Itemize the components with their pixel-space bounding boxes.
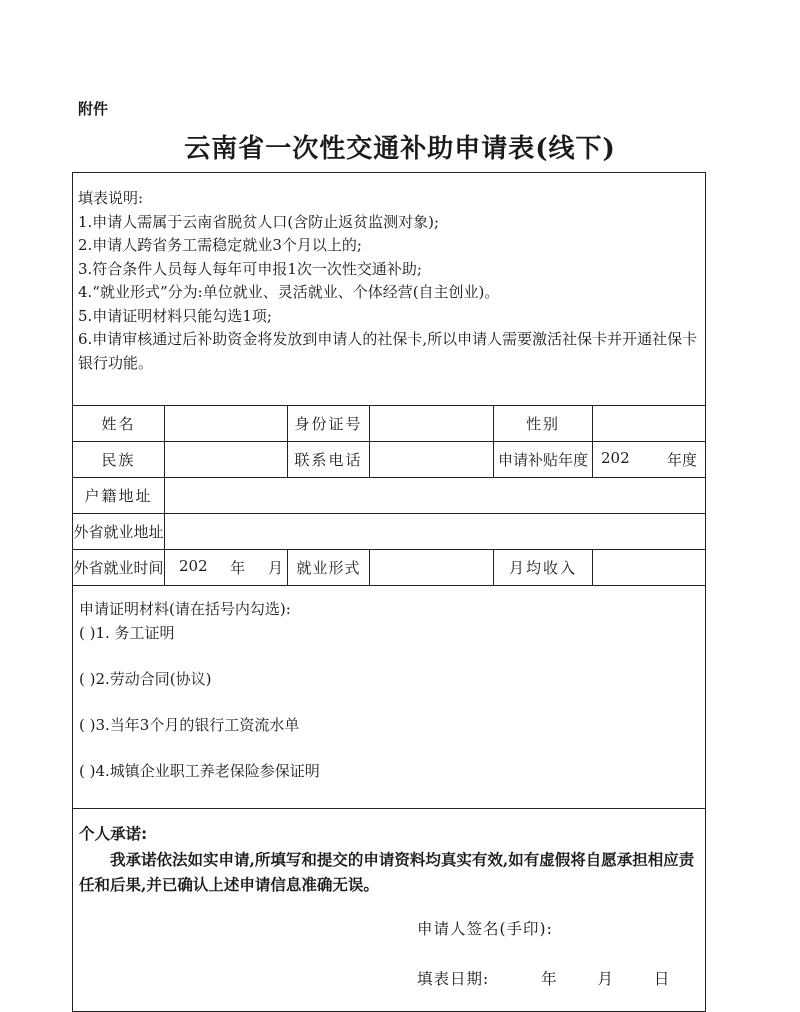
instructions-row [73,173,706,406]
promise-title: 个人承诺: [79,825,148,843]
material-option-labor-contract[interactable]: ( )2.劳动合同(协议) [79,670,212,688]
instruction-item-6: 6.申请审核通过后补助资金将发放到申请人的社保卡,所以申请人需要激活社保卡并开通社保卡银行功能。 [78,330,698,372]
instructions-section [73,173,706,406]
instruction-item-5: 5.申请证明材料只能勾选1项; [78,306,272,325]
signature-line[interactable] [417,917,553,939]
subsidy-year-suffix: 年度 [666,451,697,469]
materials-row [73,586,706,809]
id-number-field[interactable] [370,406,494,442]
fill-date-year: 年 [541,970,558,988]
form-row-household-address [73,478,706,514]
gender-field[interactable] [593,406,706,442]
material-option-pension-insurance[interactable]: ( )4.城镇企业职工养老保险参保证明 [79,762,320,780]
phone-field[interactable] [370,442,494,478]
name-field[interactable] [165,406,288,442]
form-row-work-time [73,550,706,586]
application-form-table [72,172,706,1012]
materials-heading: 申请证明材料(请在括号内勾选): [79,600,291,618]
material-option-bank-statement[interactable]: ( )3.当年3个月的银行工资流水单 [79,716,300,734]
outside-work-time-field[interactable] [165,550,288,586]
form-title: 云南省一次性交通补助申请表(线下) [184,134,616,164]
material-option-work-proof[interactable]: ( )1. 务工证明 [79,624,175,642]
subsidy-year-prefix: 202 [601,449,630,467]
form-row-name [73,406,706,442]
employment-form-field[interactable] [370,550,494,586]
employment-form-label: 就业形式 [288,550,370,586]
instruction-item-1: 1.申请人需属于云南省脱贫人口(含防止返贫监测对象); [78,212,440,231]
work-time-prefix: 202 [179,557,208,575]
outside-work-address-label: 外省就业地址 [73,514,165,550]
instruction-item-2: 2.申请人跨省务工需稳定就业3个月以上的; [78,236,362,254]
promise-section [73,809,706,1012]
subsidy-year-label: 申请补贴年度 [494,442,593,478]
form-row-outside-work-address [73,514,706,550]
instruction-item-3: 3.符合条件人员每人每年可申报1次一次性交通补助; [78,259,422,278]
fill-date-line[interactable] [417,967,670,989]
monthly-income-field[interactable] [593,550,706,586]
form-row-ethnicity [73,442,706,478]
promise-statement: 我承诺依法如实申请,所填写和提交的申请资料均真实有效,如有虚假将自愿承担相应责任和后果,并已确认上述申请信息准确无误。 [79,850,695,894]
id-number-label: 身份证号 [288,406,370,442]
instructions-heading: 填表说明: [78,189,144,207]
materials-section [73,586,706,809]
outside-work-address-field[interactable] [165,514,706,550]
ethnicity-field[interactable] [165,442,288,478]
subsidy-year-field[interactable] [593,442,706,478]
ethnicity-label: 民族 [73,442,165,478]
household-address-label: 户籍地址 [73,478,165,514]
fill-date-day: 日 [653,970,671,988]
promise-row [73,809,706,1012]
signature-label: 申请人签名(手印): [417,920,553,938]
fill-date-label: 填表日期: [417,970,490,988]
outside-work-time-label: 外省就业时间 [73,550,165,586]
gender-label: 性别 [494,406,593,442]
instruction-item-4: 4.“就业形式”分为:单位就业、灵活就业、个体经营(自主创业)。 [78,283,500,301]
name-label: 姓名 [73,406,165,442]
work-time-month: 月 [267,559,283,577]
fill-date-month: 月 [597,970,615,988]
household-address-field[interactable] [165,478,706,514]
monthly-income-label: 月均收入 [494,550,593,586]
phone-label: 联系电话 [288,442,370,478]
work-time-year: 年 [230,559,246,577]
attachment-label: 附件 [78,100,109,118]
